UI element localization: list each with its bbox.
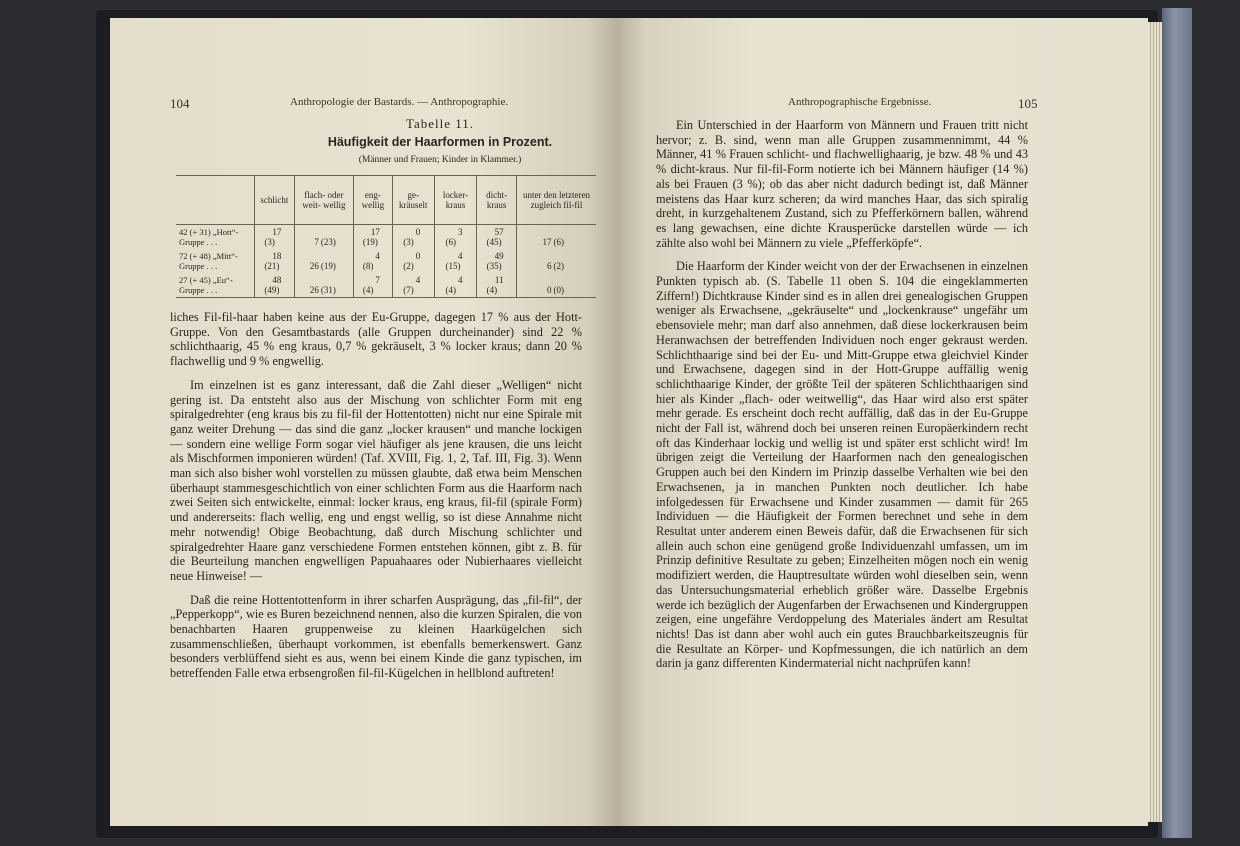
child-value: (8): [362, 261, 374, 271]
row-label: 72 (+ 48) „Mitt“- Gruppe . . .: [179, 251, 238, 271]
adult-value: 4: [375, 251, 380, 261]
adult-value: 48: [272, 275, 282, 285]
adult-value: 7: [375, 275, 380, 285]
adult-value: 0: [415, 227, 421, 237]
table-cell: [294, 249, 353, 273]
paragraph: liches Fil-fil-haar haben keine aus der Eu-Gruppe, dagegen 17 % aus der Hott-Gruppe. Von den Gesamtbastards (alle Gruppen durcheinander) sind 22 % schlichthaarig, 45 % eng kraus, 0,7 % gekräuselt, 3 % locker kraus; dann 20 % flachwellig und 9 % engwellig.: [170, 310, 582, 369]
table-cell: [255, 249, 295, 273]
book-cover-edge: [1162, 8, 1192, 838]
child-value: (23): [320, 237, 336, 247]
child-value: (7): [403, 285, 414, 295]
child-value: (35): [486, 261, 502, 271]
row-label: 42 (+ 31) „Hott“- Gruppe . . .: [179, 227, 239, 247]
child-value: (2): [553, 261, 564, 271]
adult-value: 26: [309, 285, 319, 295]
adult-value: 26: [309, 261, 319, 271]
table-cell: [255, 273, 295, 298]
table-row: [176, 225, 596, 250]
table-cell: [516, 273, 596, 298]
adult-value: 18: [272, 251, 282, 261]
child-value: (31): [320, 285, 336, 295]
column-header: dicht- kraus: [477, 176, 517, 225]
column-header: ge- kräuselt: [392, 176, 434, 225]
right-body-text: [656, 118, 1028, 680]
table-cell: [516, 249, 596, 273]
child-value: (19): [362, 237, 378, 247]
table-row: [176, 273, 596, 298]
left-running-head: Anthropologie der Bastards. — Anthropographie.: [290, 96, 509, 108]
table-cell: [477, 249, 517, 273]
table-cell: [392, 225, 434, 250]
column-header: unter den letzteren zugleich fil-fil: [516, 176, 596, 225]
page-edges: [1148, 22, 1162, 822]
table-cell: [477, 273, 517, 298]
child-value: (0): [553, 285, 564, 295]
child-value: (45): [486, 237, 502, 247]
adult-value: 7: [314, 237, 319, 247]
paragraph: Im einzelnen ist es ganz interessant, daß die Zahl dieser „Welligen“ nicht gering ist. Da entsteht also aus der Mischung von schlichter Form mit eng spiralgedrehter (eng kraus bis zu fil-fil der Hottentotten) nicht nur eine Spirale mit ganz weiter Drehung — das sind die ganz „locker krausen“ und manche lockigen — sondern eine wellige Form sogar viel häufiger als jene krausen, die uns leicht als Mischformen imponieren würden! (Taf. XVIII, Fig. 1, 2, Taf. III, Fig. 3). Wenn man sich also bisher wohl vorstellen zu müssen glaubte, daß etwa beim Menschen überhaupt stammesgeschichtlich von einer schlichten Form aus die Haarform nach zwei Seiten sich entwickelte, einmal: locker kraus, eng kraus, fil-fil (spirale Form) und andererseits: flach wellig, eng und engst wellig, so ist diese Annahme nicht mehr notwendig! Obige Beobachtung, daß durch Mischung schlichter und spiralgedrehter Haare ganz verschiedene Formen entstehen können, gibt z. B. für die Beurteilung manchen engwelligen Papuahaares oder Nubierhaares vielleicht neue Hinweise! —: [170, 377, 582, 583]
table-corner-cell: [176, 176, 255, 225]
table-cell: [294, 273, 353, 298]
adult-value: 17: [370, 227, 380, 237]
child-value: (4): [445, 285, 456, 295]
adult-value: 4: [457, 251, 463, 261]
hair-form-table: [176, 175, 596, 298]
row-label: 27 (+ 45) „Eu“- Gruppe . . .: [176, 273, 255, 298]
adult-value: 0: [546, 285, 552, 295]
child-value: (3): [403, 237, 414, 247]
left-page: [110, 18, 618, 826]
child-value: (15): [445, 261, 461, 271]
column-header: locker- kraus: [434, 176, 476, 225]
table-cell: [516, 225, 596, 250]
table-cell: [255, 225, 295, 250]
table-cell: [434, 225, 476, 250]
child-value: (6): [553, 237, 564, 247]
column-header: flach- oder weit- wellig: [294, 176, 353, 225]
paragraph: Die Haarform der Kinder weicht von der der Erwachsenen in einzelnen Punkten typisch ab. (S. Tabelle 11 oben S. 104 die eingeklammerten Ziffern!) Dichtkrause Kinder sind es in allen drei genealogischen Gruppen weniger als Erwachsene, „gekräuselte“ und „lockenkrause“ ungefähr um ebensoviele mehr; man darf also annehmen, daß diese lockerkrausen beim Heranwachsen der betreffenden Individuen noch enger gekraust werden. Schlichthaarige sind bei der Eu- und Mitt-Gruppe etwa gleichviel Kinder und Erwachsene, dagegen sind in der Hott-Gruppe auffällig wenig schlichthaarige Kinder, der größte Teil der späteren Schlichthaarigen sind hier als Kinder „flach- oder weitwellig“, das Haar wird also erst später mehr gerade. Es erscheint doch recht auffällig, daß das in der Eu-Gruppe nicht der Fall ist, während doch bei unseren reinen Europäerkindern recht oft das Kinderhaar lockig und wellig ist und später erst schlicht wird! Im übrigen zeigt die Verteilung der Haarformen nach den genealogischen Gruppen auch bei den Kindern im Prinzip dasselbe Verhalten wie bei den Erwachsenen, ja in manchen Punkten noch deutlicher. Ich habe infolgedessen für Erwachsene und Kinder zusammen — damit für 265 Individuen — die Häufigkeit der Formen berechnet und sehe in dem Resultat unter anderem einen Beweis dafür, daß die Erwachsenen für sich allein auch schon eine genügend große Individuenzahl umfassen, um im Prinzip definitive Resultate zu geben; Einzelheiten mögen noch ein wenig modifiziert werden, die Hauptresultate würden wohl dieselben sein, wenn das Untersuchungsmaterial erheblich größer wäre. Dasselbe Ergebnis werde ich bezüglich der Augenfarben der Erwachsenen und Kindergruppen zeigen, eine ungefähre Verdoppelung des Materiales ändert am Resultat nichts! Das ist dann aber wohl auch ein gutes Brauchbarkeitszeugnis für die Resultate an Körper- und Kopfmessungen, die ich natürlich an dem darin ja ganz differenten Kindermaterial nicht nachprüfen kann!: [656, 259, 1028, 671]
child-value: (21): [264, 261, 280, 271]
table-cell: [392, 273, 434, 298]
child-value: (4): [486, 285, 498, 295]
left-page-number: 104: [170, 96, 190, 111]
adult-value: 17: [272, 227, 282, 237]
table-title: Tabelle 11.: [405, 116, 475, 131]
table-cell: [434, 249, 476, 273]
table-subtitle: (Männer und Frauen; Kinder in Klammer.): [358, 155, 522, 165]
table-cell: [354, 249, 393, 273]
adult-value: 4: [457, 275, 463, 285]
paragraph: Ein Unterschied in der Haarform von Männern und Frauen tritt nicht hervor; z. B. sind, wenn man alle Gruppen zusammennimmt, 44 % Männer, 41 % Frauen schlicht- und flachwellighaarig, je bzw. 48 % und 43 % dicht-kraus. Nur fil-fil-Form notierte ich bei Männern häufiger (14 %) als bei Frauen (3 %); ob das aber nicht dadurch bedingt ist, daß Männer meistens das Haar kurz scheren; da wird manches Haar, das sich spiralig dreht, in kurzgehaltenem Zustand, sich zu Pfefferkörnern ballen, während es lang gewachsen, eine dichte Krausperücke darstellen würde — ich zählte also wohl bei Männern zu viele „Pfefferköpfe“.: [656, 118, 1028, 250]
table-cell: [354, 225, 393, 250]
column-header: schlicht: [255, 176, 295, 225]
adult-value: 11: [494, 275, 504, 285]
table-cell: [294, 225, 353, 250]
adult-value: 4: [415, 275, 421, 285]
right-running-head: Anthropographische Ergebnisse.: [788, 96, 932, 108]
child-value: (3): [264, 237, 275, 247]
table-cell: [434, 273, 476, 298]
child-value: (6): [445, 237, 456, 247]
child-value: (49): [264, 285, 280, 295]
column-header: eng- wellig: [354, 176, 393, 225]
table-heading: Häufigkeit der Haarformen in Prozent.: [327, 135, 553, 149]
right-page: [618, 18, 1148, 826]
table-cell: [477, 225, 517, 250]
table-cell: [392, 249, 434, 273]
adult-value: 57: [494, 227, 504, 237]
adult-value: 17: [542, 237, 552, 247]
adult-value: 0: [415, 251, 421, 261]
table-cell: [354, 273, 393, 298]
table-row: [176, 249, 596, 273]
right-page-number: 105: [1018, 96, 1038, 111]
adult-value: 6: [546, 261, 552, 271]
adult-value: 3: [457, 227, 463, 237]
child-value: (19): [320, 261, 336, 271]
left-body-text: [170, 310, 582, 690]
paragraph: Daß die reine Hottentottenform in ihrer scharfen Ausprägung, das „fil-fil“, der „Pepperkopp“, wie es Buren bezeichnend nennen, also die kurzen Spiralen, die von benachbarten Haaren gruppenweise zu kleinen Haarkügelchen sich zusammenschließen, überhaupt vorkommen, ist ebenfalls bemerkenswert. Ganz besonders verblüffend sieht es aus, wenn bei einem Kinde die ganz typischen, im betreffenden Falle etwa erbsengroßen fil-fil-Kügelchen in hellblond auftreten!: [170, 592, 582, 681]
child-value: (2): [403, 261, 414, 271]
child-value: (4): [362, 285, 374, 295]
adult-value: 49: [494, 251, 504, 261]
table-header-row: [176, 176, 596, 225]
